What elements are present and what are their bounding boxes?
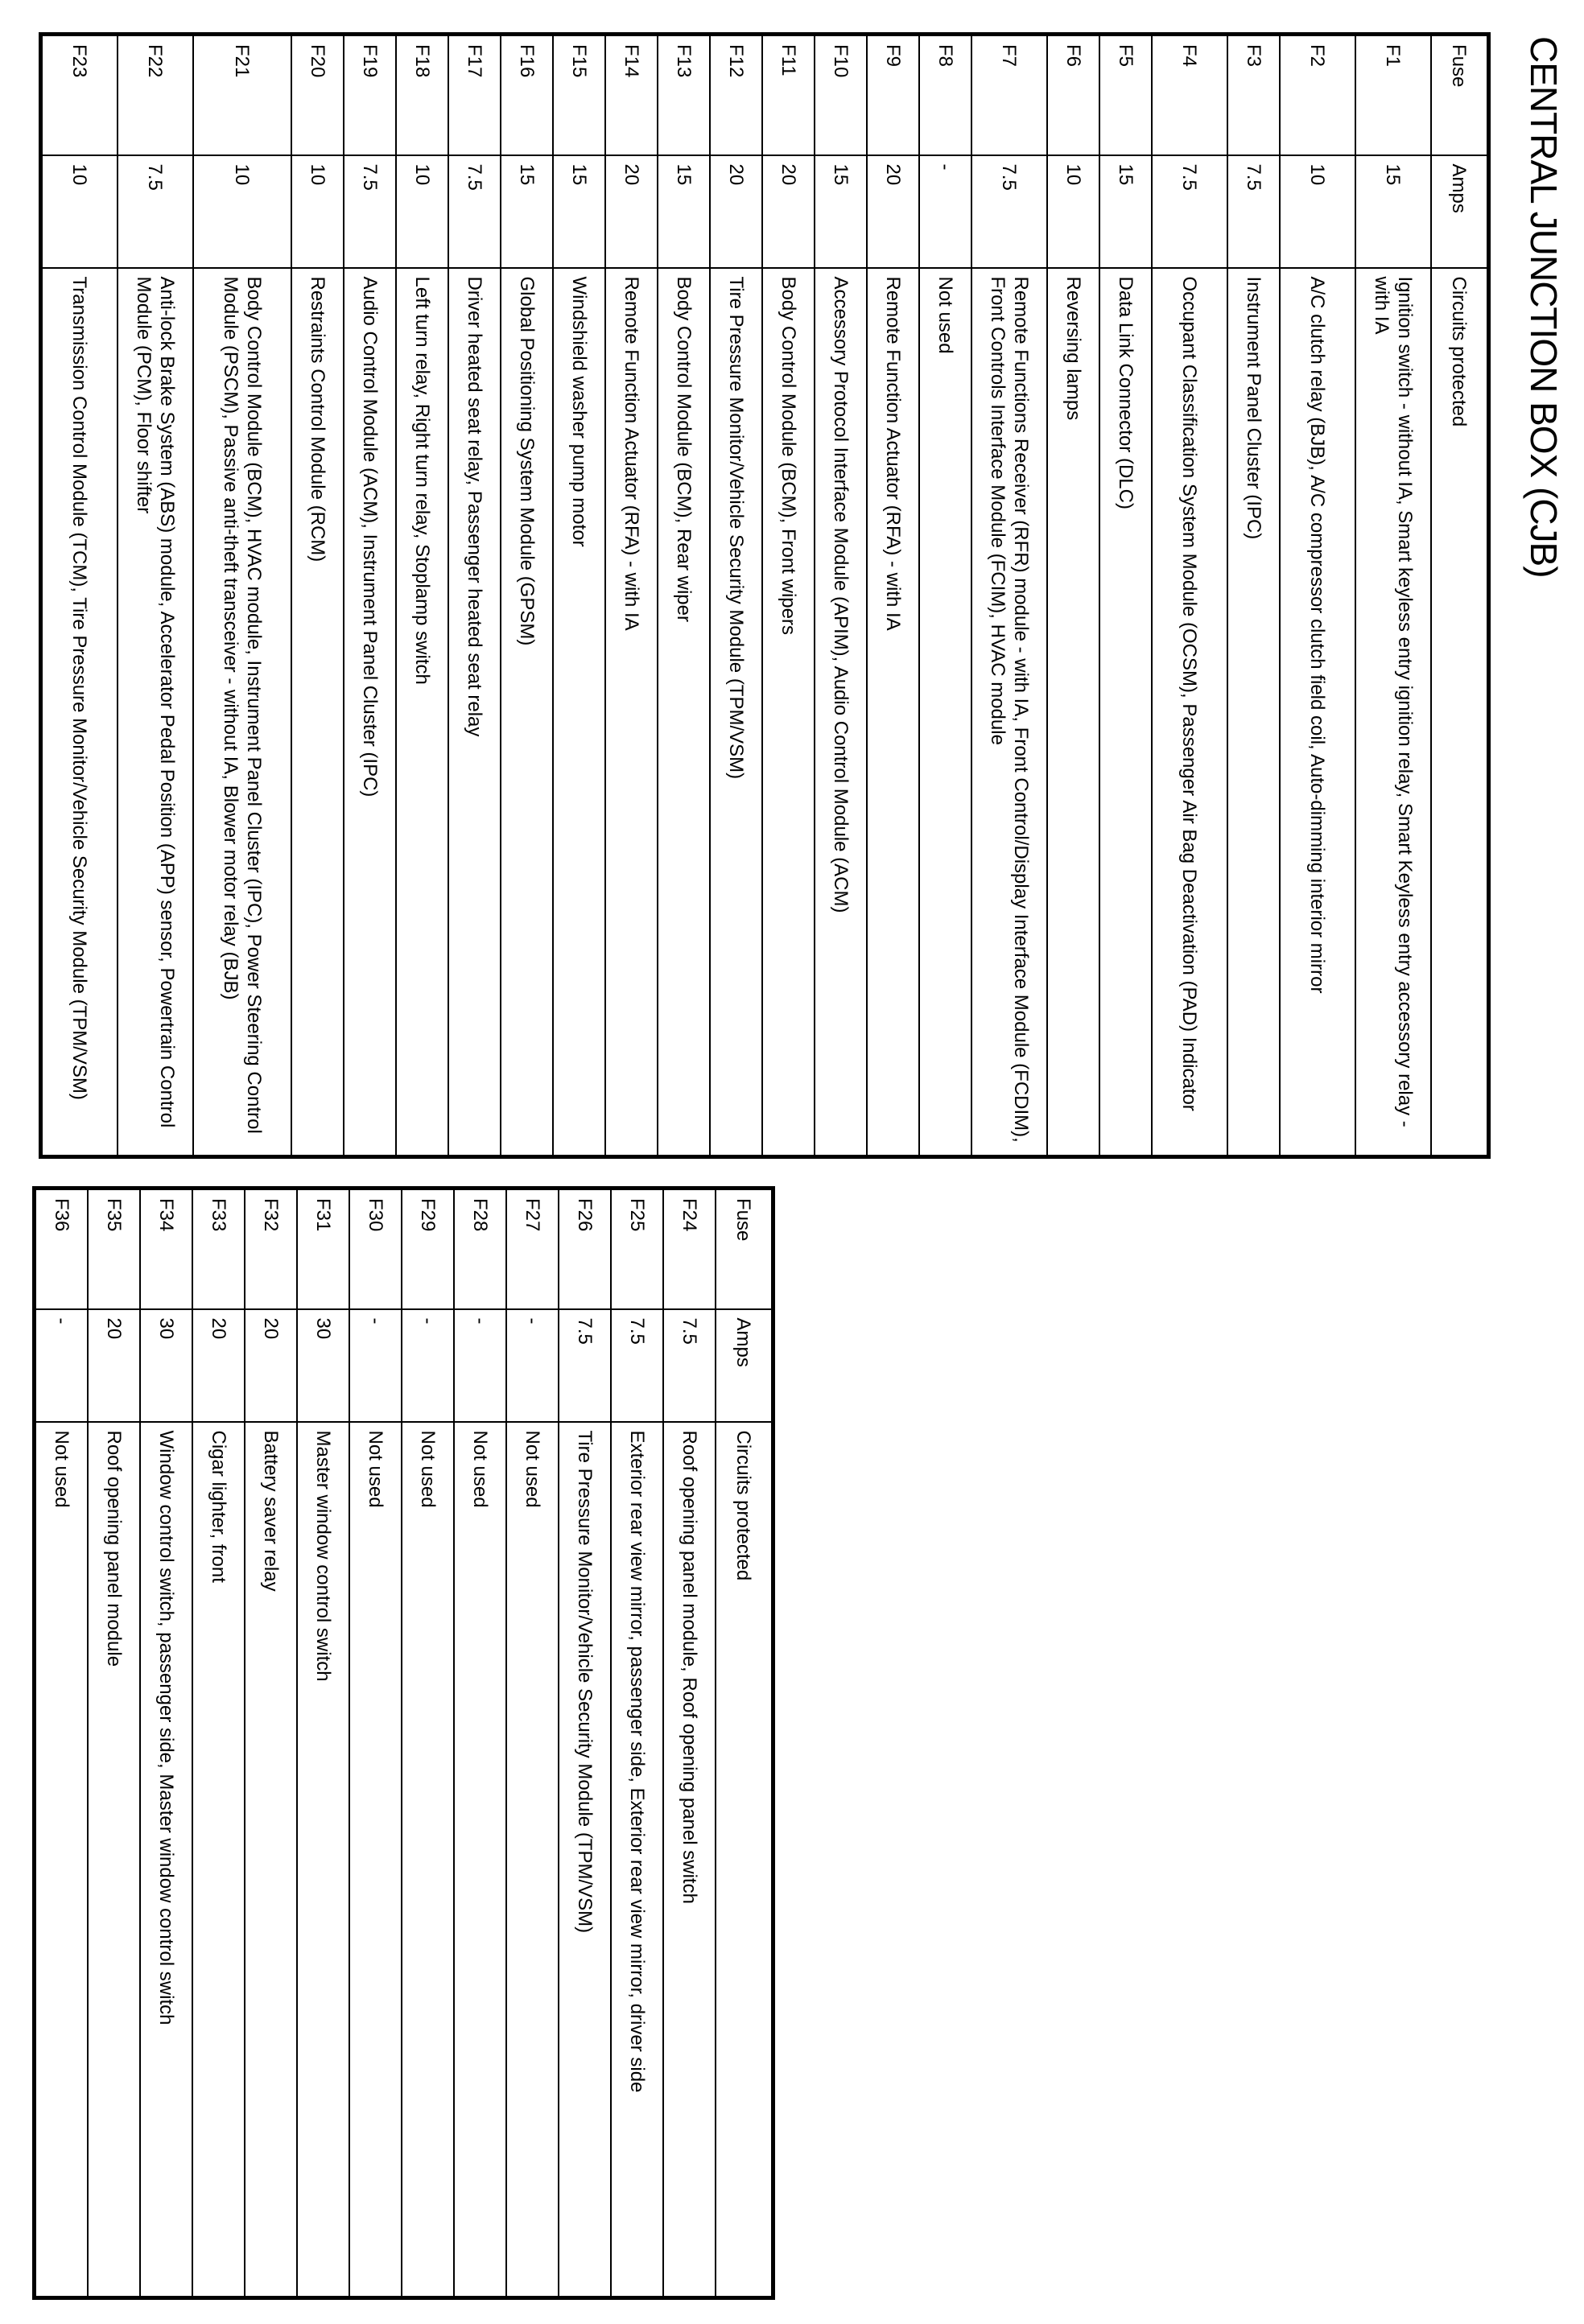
circuits-cell: Not used: [35, 1422, 89, 2298]
header-fuse: Fuse: [716, 1189, 773, 1309]
amps-cell: -: [35, 1309, 89, 1422]
table-row: [88, 1189, 140, 2298]
table-row: [344, 35, 396, 1157]
amps-cell: 7.5: [1227, 155, 1280, 268]
header-fuse: Fuse: [1431, 35, 1489, 155]
table-row: [1227, 35, 1280, 1157]
fuse-cell: F28: [454, 1189, 506, 1309]
amps-cell: 15: [815, 155, 867, 268]
fuse-cell: F20: [291, 35, 344, 155]
table-row: [349, 1189, 402, 2298]
amps-cell: 20: [192, 1309, 245, 1422]
circuits-cell: Body Control Module (BCM), Rear wiper: [658, 268, 710, 1157]
table-row: [710, 35, 762, 1157]
fuse-cell: F10: [815, 35, 867, 155]
amps-cell: -: [919, 155, 971, 268]
circuits-cell: Accessory Protocol Interface Module (APIM), Audio Control Module (ACM): [815, 268, 867, 1157]
circuits-cell: Roof opening panel module: [88, 1422, 140, 2298]
circuits-cell: Occupant Classification System Module (OCSM), Passenger Air Bag Deactivation (PAD) Indicator: [1152, 268, 1227, 1157]
table-header-row: [1431, 35, 1489, 1157]
table-row: [971, 35, 1047, 1157]
table-row: [448, 35, 501, 1157]
amps-cell: 20: [867, 155, 919, 268]
amps-cell: 20: [245, 1309, 297, 1422]
fuse-cell: F29: [402, 1189, 454, 1309]
fuse-cell: F2: [1280, 35, 1355, 155]
table-row: [454, 1189, 506, 2298]
table-row: [396, 35, 448, 1157]
amps-cell: 7.5: [971, 155, 1047, 268]
fuse-cell: F12: [710, 35, 762, 155]
fuse-cell: F22: [118, 35, 193, 155]
table-row: [35, 1189, 89, 2298]
amps-cell: 7.5: [448, 155, 501, 268]
circuits-cell: Tire Pressure Monitor/Vehicle Security Module (TPM/VSM): [559, 1422, 611, 2298]
fuse-table-f24-f36: [32, 1186, 775, 2300]
fuse-cell: F21: [193, 35, 291, 155]
amps-cell: 7.5: [559, 1309, 611, 1422]
fuse-cell: F1: [1355, 35, 1431, 155]
fuse-cell: F27: [506, 1189, 559, 1309]
fuse-cell: F9: [867, 35, 919, 155]
table-row: [506, 1189, 559, 2298]
fuse-cell: F11: [762, 35, 815, 155]
amps-cell: -: [402, 1309, 454, 1422]
fuse-cell: F24: [663, 1189, 716, 1309]
fuse-cell: F33: [192, 1189, 245, 1309]
fuse-cell: F18: [396, 35, 448, 155]
header-amps: Amps: [1431, 155, 1489, 268]
fuse-cell: F31: [297, 1189, 349, 1309]
header-circuits: Circuits protected: [1431, 268, 1489, 1157]
amps-cell: 15: [1099, 155, 1152, 268]
table-row: [192, 1189, 245, 2298]
table-row: [1152, 35, 1227, 1157]
circuits-cell: Battery saver relay: [245, 1422, 297, 2298]
fuse-table-f1-f23: [39, 32, 1491, 1159]
fuse-cell: F5: [1099, 35, 1152, 155]
fuse-cell: F36: [35, 1189, 89, 1309]
amps-cell: 20: [605, 155, 658, 268]
table-row: [815, 35, 867, 1157]
table-row: [658, 35, 710, 1157]
fuse-cell: F23: [41, 35, 118, 155]
circuits-cell: Ignition switch - without IA, Smart keyless entry ignition relay, Smart Keyless entry accessory relay - with IA: [1355, 268, 1431, 1157]
table-row: [1047, 35, 1099, 1157]
table-header-row: [716, 1189, 773, 2298]
circuits-cell: A/C clutch relay (BJB), A/C compressor clutch field coil, Auto-dimming interior mirror: [1280, 268, 1355, 1157]
circuits-cell: Remote Function Actuator (RFA) - with IA: [867, 268, 919, 1157]
circuits-cell: Transmission Control Module (TCM), Tire Pressure Monitor/Vehicle Security Module (TPM/VSM): [41, 268, 118, 1157]
fuse-cell: F4: [1152, 35, 1227, 155]
table-row: [762, 35, 815, 1157]
circuits-cell: Exterior rear view mirror, passenger side, Exterior rear view mirror, driver side: [611, 1422, 663, 2298]
amps-cell: 10: [1280, 155, 1355, 268]
table-row: [605, 35, 658, 1157]
amps-cell: 10: [291, 155, 344, 268]
fuse-cell: F26: [559, 1189, 611, 1309]
table-row: [41, 35, 118, 1157]
circuits-cell: Not used: [919, 268, 971, 1157]
amps-cell: 20: [762, 155, 815, 268]
table-row: [291, 35, 344, 1157]
fuse-cell: F35: [88, 1189, 140, 1309]
circuits-cell: Remote Functions Receiver (RFR) module - with IA, Front Control/Display Interface Module (FCDIM), Front Controls Interface Module (FCIM), HVAC module: [971, 268, 1047, 1157]
table-row: [245, 1189, 297, 2298]
circuits-cell: Reversing lamps: [1047, 268, 1099, 1157]
amps-cell: 20: [710, 155, 762, 268]
amps-cell: 7.5: [1152, 155, 1227, 268]
circuits-cell: Body Control Module (BCM), Front wipers: [762, 268, 815, 1157]
page-title: CENTRAL JUNCTION BOX (CJB): [1523, 36, 1565, 578]
circuits-cell: Not used: [349, 1422, 402, 2298]
amps-cell: -: [454, 1309, 506, 1422]
table-row: [140, 1189, 192, 2298]
amps-cell: 15: [501, 155, 553, 268]
table-row: [402, 1189, 454, 2298]
circuits-cell: Window control switch, passenger side, Master window control switch: [140, 1422, 192, 2298]
circuits-cell: Not used: [402, 1422, 454, 2298]
circuits-cell: Anti-lock Brake System (ABS) module, Accelerator Pedal Position (APP) sensor, Powertrain Control Module (PCM), Floor shifter: [118, 268, 193, 1157]
amps-cell: 15: [1355, 155, 1431, 268]
circuits-cell: Windshield washer pump motor: [553, 268, 605, 1157]
table-row: [663, 1189, 716, 2298]
fuse-cell: F15: [553, 35, 605, 155]
fuse-cell: F7: [971, 35, 1047, 155]
fuse-cell: F34: [140, 1189, 192, 1309]
fuse-cell: F30: [349, 1189, 402, 1309]
table-row: [1280, 35, 1355, 1157]
fuse-cell: F32: [245, 1189, 297, 1309]
table-row: [501, 35, 553, 1157]
fuse-cell: F25: [611, 1189, 663, 1309]
fuse-cell: F3: [1227, 35, 1280, 155]
circuits-cell: Data Link Connector (DLC): [1099, 268, 1152, 1157]
amps-cell: -: [349, 1309, 402, 1422]
circuits-cell: Cigar lighter, front: [192, 1422, 245, 2298]
table-row: [1099, 35, 1152, 1157]
table-row: [919, 35, 971, 1157]
amps-cell: 10: [41, 155, 118, 268]
circuits-cell: Driver heated seat relay, Passenger heated seat relay: [448, 268, 501, 1157]
amps-cell: 15: [658, 155, 710, 268]
circuits-cell: Body Control Module (BCM), HVAC module, Instrument Panel Cluster (IPC), Power Steering Control Module (PSCM), Passive anti-theft transceiver - without IA, Blower motor relay (BJB): [193, 268, 291, 1157]
circuits-cell: Not used: [506, 1422, 559, 2298]
table-row: [1355, 35, 1431, 1157]
circuits-cell: Audio Control Module (ACM), Instrument Panel Cluster (IPC): [344, 268, 396, 1157]
circuits-cell: Tire Pressure Monitor/Vehicle Security Module (TPM/VSM): [710, 268, 762, 1157]
amps-cell: 10: [1047, 155, 1099, 268]
amps-cell: 7.5: [344, 155, 396, 268]
table-row: [611, 1189, 663, 2298]
fuse-cell: F6: [1047, 35, 1099, 155]
fuse-cell: F19: [344, 35, 396, 155]
amps-cell: 10: [193, 155, 291, 268]
fuse-cell: F13: [658, 35, 710, 155]
amps-cell: 15: [553, 155, 605, 268]
table-row: [118, 35, 193, 1157]
table-row: [559, 1189, 611, 2298]
fuse-cell: F17: [448, 35, 501, 155]
amps-cell: -: [506, 1309, 559, 1422]
table-row: [297, 1189, 349, 2298]
amps-cell: 20: [88, 1309, 140, 1422]
circuits-cell: Left turn relay, Right turn relay, Stoplamp switch: [396, 268, 448, 1157]
circuits-cell: Roof opening panel module, Roof opening panel switch: [663, 1422, 716, 2298]
amps-cell: 7.5: [663, 1309, 716, 1422]
table-row: [867, 35, 919, 1157]
header-amps: Amps: [716, 1309, 773, 1422]
fuse-cell: F16: [501, 35, 553, 155]
circuits-cell: Restraints Control Module (RCM): [291, 268, 344, 1157]
table-row: [553, 35, 605, 1157]
amps-cell: 30: [140, 1309, 192, 1422]
circuits-cell: Master window control switch: [297, 1422, 349, 2298]
header-circuits: Circuits protected: [716, 1422, 773, 2298]
circuits-cell: Not used: [454, 1422, 506, 2298]
table-row: [193, 35, 291, 1157]
amps-cell: 7.5: [118, 155, 193, 268]
amps-cell: 7.5: [611, 1309, 663, 1422]
fuse-cell: F8: [919, 35, 971, 155]
circuits-cell: Instrument Panel Cluster (IPC): [1227, 268, 1280, 1157]
circuits-cell: Remote Function Actuator (RFA) - with IA: [605, 268, 658, 1157]
fuse-cell: F14: [605, 35, 658, 155]
amps-cell: 10: [396, 155, 448, 268]
circuits-cell: Global Positioning System Module (GPSM): [501, 268, 553, 1157]
amps-cell: 30: [297, 1309, 349, 1422]
